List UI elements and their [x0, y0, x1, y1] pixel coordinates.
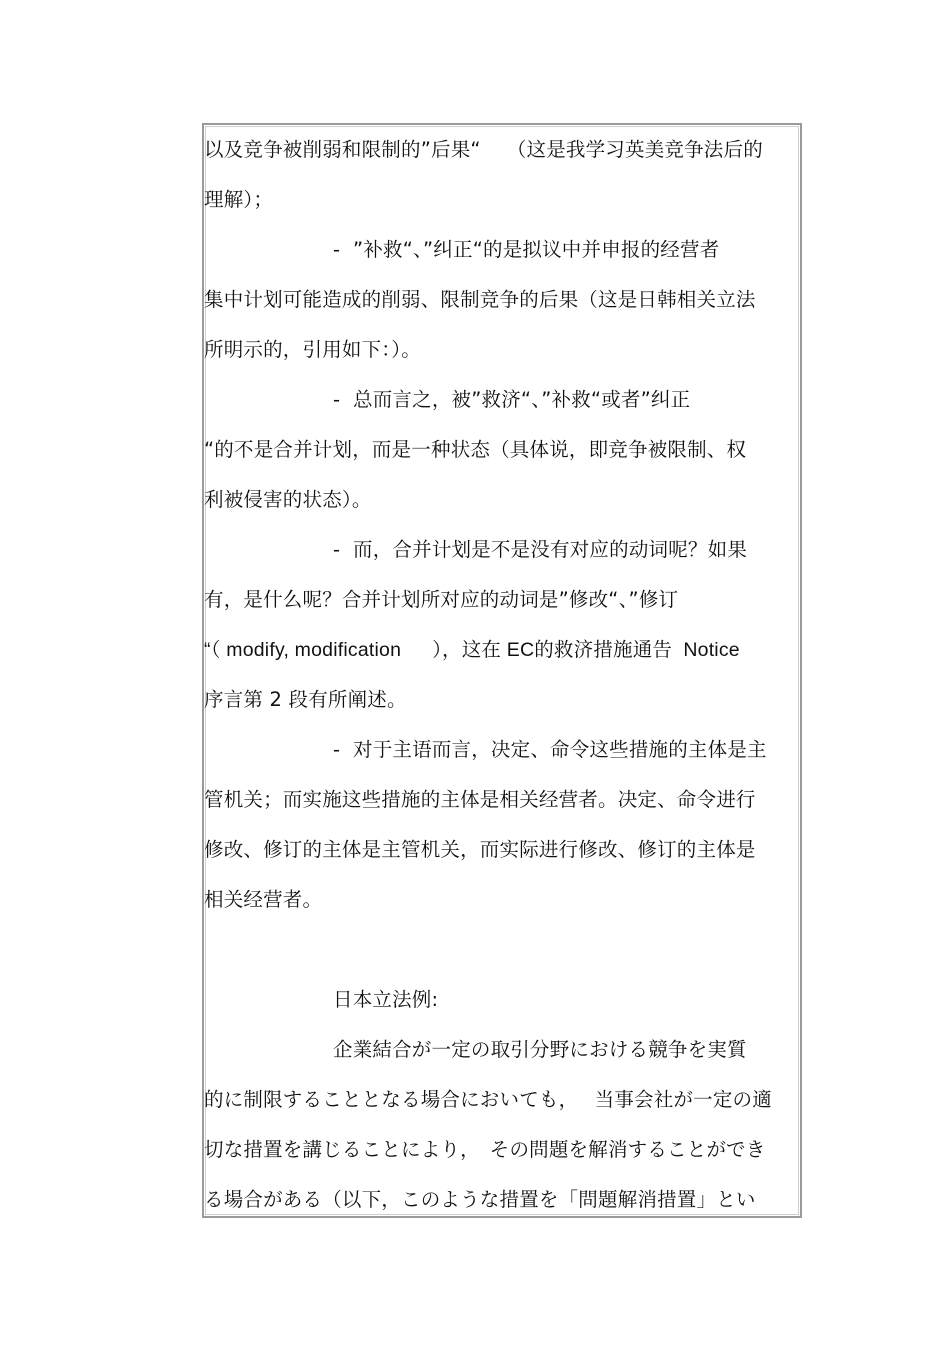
text-line-2: 理解）； [204, 188, 274, 211]
text-line-15: 修改、修订的主体是主管机关，而实际进行修改、修订的主体是 [204, 838, 756, 861]
text-line-13: - 对于主语而言，决定、命令这些措施的主体是主 [333, 738, 767, 761]
text-line-21: る場合がある（以下，このような措置を「問題解消措置」とい [204, 1188, 756, 1211]
text-line-17: 日本立法例: [333, 988, 439, 1011]
text-line-9: - 而，合并计划是不是没有对应的动词呢？如果 [333, 538, 748, 561]
text-line-19: 的に制限することとなる場合においても， 当事会社が一定の適 [204, 1088, 772, 1111]
text-line-5: 所明示的，引用如下：）。 [204, 338, 421, 361]
text-line-11: “（ modify, modification ），这在 EC的救济措施通告 Notice [204, 639, 740, 661]
text-line-3: - ”补救“、”纠正“的是拟议中并申报的经营者 [333, 238, 720, 261]
text-line-16: 相关经营者。 [204, 888, 323, 911]
text-line-8: 利被侵害的状态）。 [204, 488, 372, 511]
text-line-4: 集中计划可能造成的削弱、限制竞争的后果（这是日韩相关立法 [204, 288, 756, 311]
text-line-12: 序言第 2 段有所阐述。 [204, 688, 407, 711]
text-line-7: “的不是合并计划，而是一种状态（具体说，即竞争被限制、权 [204, 438, 747, 461]
text-line-20: 切な措置を講じることにより， その問題を解消することができ [204, 1138, 766, 1161]
text-line-1: 以及竞争被削弱和限制的”后果“ （这是我学习英美竞争法后的 [204, 138, 763, 161]
text-line-18: 企業結合が一定の取引分野における競争を実質 [333, 1038, 747, 1061]
text-line-6: - 总而言之，被”救济“、”补救“或者”纠正 [333, 388, 691, 411]
text-line-10: 有，是什么呢？合并计划所对应的动词是”修改“、”修订 [204, 588, 679, 611]
text-line-14: 管机关；而实施这些措施的主体是相关经营者。决定、命令进行 [204, 788, 756, 811]
